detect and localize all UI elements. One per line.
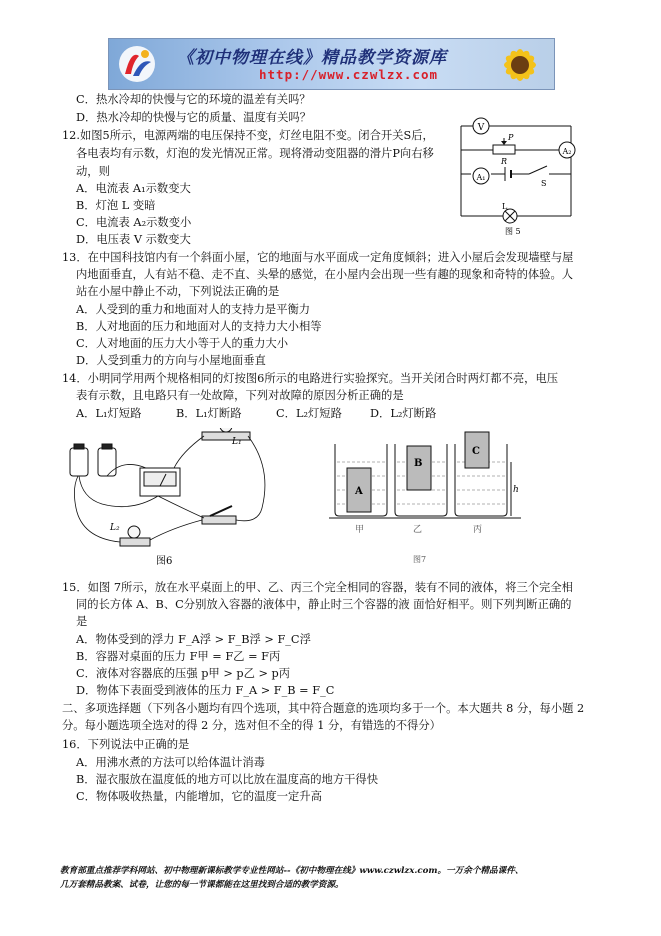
fig5-resistor-label: R <box>501 157 508 166</box>
q12-option-d: D．电压表 V 示数变大 <box>76 233 191 246</box>
fig5-switch-label: S <box>541 179 547 188</box>
q14-option-b: B．L₁灯断路 <box>176 407 242 420</box>
q14-option-a: A．L₁灯短路 <box>76 407 142 420</box>
q13-stem-line2: 内地面垂直，人有站不稳、走不直、头晕的感觉，在小屋内会出现一些有趣的现象和奇特的体验。人 <box>76 268 574 281</box>
q15-option-d: D．物体下表面受到液体的压力 F_A > F_B = F_C <box>76 684 335 697</box>
sunflower-icon <box>482 39 552 89</box>
header-banner <box>108 38 555 90</box>
fig7-block-c: C <box>472 446 480 457</box>
figure-5-circuit <box>455 112 585 237</box>
footer-line2: 几万套精品教案、试卷，让您的每一节课都能在这里找到合适的教学资源。 <box>60 880 344 890</box>
fig5-ammeter2-label: A₂ <box>562 147 572 156</box>
q15-option-a: A．物体受到的浮力 F_A浮 > F_B浮 > F_C浮 <box>76 633 311 646</box>
q14-stem-line2: 表有示数，且电路只有一处故障，下列对故障的原因分析正确的是 <box>76 389 404 402</box>
figure-7-containers <box>325 428 525 568</box>
section2-title: 二、多项选择题（下列各小题均有四个选项，其中符合题意的选项均多于一个。本大题共 8 分，每小题 2 <box>62 702 585 715</box>
q14-option-c: C．L₂灯短路 <box>276 407 342 420</box>
fig5-voltmeter-label: V <box>477 123 485 133</box>
q16-option-c: C．物体吸收热量，内能增加，它的温度一定升高 <box>76 790 322 803</box>
banner-title: 《初中物理在线》精品教学资源库 <box>177 48 447 68</box>
q15-option-c: C．液体对容器底的压强 p甲 > p乙 > p丙 <box>76 667 291 680</box>
fig5-caption: 图 5 <box>505 227 521 236</box>
fig6-caption: 图6 <box>156 556 173 567</box>
fig6-l2-label: L₂ <box>110 523 120 533</box>
footer-line1: 教育部重点推荐学科网站、初中物理新课标教学专业性网站--《初中物理在线》www.czwlzx.com。一万余个精品课件、 <box>60 866 524 876</box>
site-logo-icon <box>117 44 157 84</box>
q15-option-b: B．容器对桌面的压力 F甲 = F乙 = F丙 <box>76 650 281 663</box>
fig7-block-b: B <box>414 458 423 469</box>
fig5-lamp-label: L <box>502 202 508 211</box>
q12-stem-line2: 各电表均有示数，灯泡的发光情况正常。现将滑动变阻器的滑片P向右移 <box>76 147 434 160</box>
fig5-slider-label: P <box>508 133 514 142</box>
q13-stem-line3: 站在小屋中静止不动，下列说法正确的是 <box>76 285 280 298</box>
fig6-l1-label: L₁ <box>232 437 242 447</box>
q15-stem-line2: 同的长方体 A、B、C分别放入容器的液体中，静止时三个容器的液 面恰好相平。则下列判断正确的 <box>76 598 572 611</box>
fig7-label-yi: 乙 <box>413 525 423 535</box>
q14-stem-line1: 14．小明同学用两个规格相同的灯按图6所示的电路进行实验探究。当开关闭合时两灯都不亮，电压 <box>62 372 559 385</box>
q12-option-a: A．电流表 A₁示数变大 <box>76 182 191 195</box>
fig5-ammeter1-label: A₁ <box>476 173 486 182</box>
banner-url[interactable]: http://www.czwlzx.com <box>259 67 439 82</box>
q14-option-d: D．L₂灯断路 <box>370 407 437 420</box>
q12-stem-line3: 动，则 <box>76 165 110 178</box>
q11-option-c: C．热水冷却的快慢与它的环境的温差有关吗？ <box>76 93 311 106</box>
figure-6-circuit <box>62 428 277 568</box>
fig7-caption: 图7 <box>413 555 427 564</box>
q16-option-b: B．湿衣服放在温度低的地方可以比放在温度高的地方干得快 <box>76 773 379 786</box>
q13-option-d: D．人受到重力的方向与小屋地面垂直 <box>76 354 266 367</box>
q13-option-a: A．人受到的重力和地面对人的支持力是平衡力 <box>76 303 311 316</box>
fig7-block-a: A <box>355 486 363 497</box>
fig7-label-jia: 甲 <box>355 525 365 535</box>
q12-option-c: C．电流表 A₂示数变小 <box>76 216 192 229</box>
q16-stem: 16．下列说法中正确的是 <box>62 738 190 751</box>
q12-stem-line1: 12.如图5所示，电源两端的电压保持不变，灯丝电阻不变。闭合开关S后， <box>62 129 434 142</box>
q15-stem-line1: 15．如图 7所示，放在水平桌面上的甲、乙、丙三个完全相同的容器，装有不同的液体，将三个完全相 <box>62 581 573 594</box>
q13-option-c: C．人对地面的压力大小等于人的重力大小 <box>76 337 288 350</box>
section2-line2: 分。每小题选项全选对的得 2 分，选对但不全的得 1 分，有错选的不得分） <box>62 719 441 732</box>
q12-option-b: B．灯泡 L 变暗 <box>76 199 156 212</box>
q13-option-b: B．人对地面的压力和地面对人的支持力大小相等 <box>76 320 322 333</box>
q11-option-d: D．热水冷却的快慢与它的质量、温度有关吗？ <box>76 111 311 124</box>
fig7-h-label: h <box>513 485 519 495</box>
q15-stem-line3: 是 <box>76 615 88 628</box>
q16-option-a: A．用沸水煮的方法可以给体温计消毒 <box>76 756 265 769</box>
q13-stem-line1: 13．在中国科技馆内有一个斜面小屋，它的地面与水平面成一定角度倾斜；进入小屋后会发现墙壁与屋 <box>62 251 574 264</box>
fig7-label-bing: 丙 <box>473 525 483 535</box>
